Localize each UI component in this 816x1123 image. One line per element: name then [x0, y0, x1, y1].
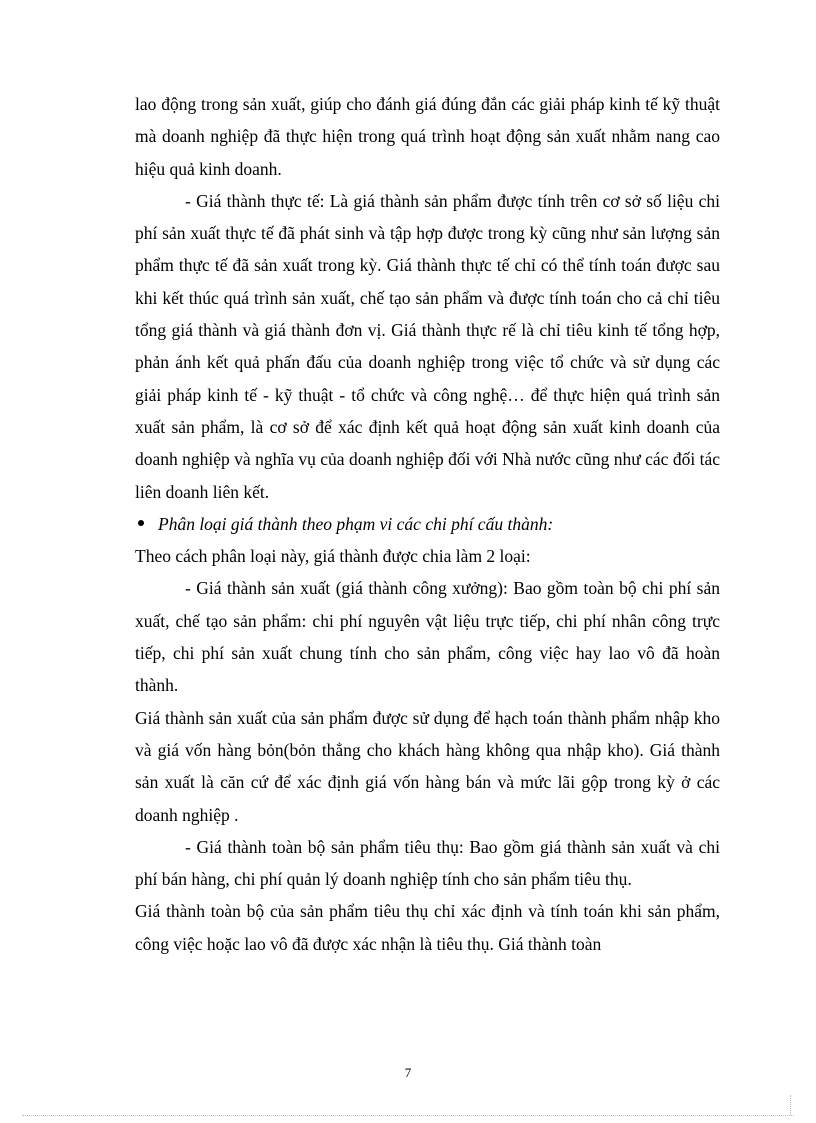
page-number: 7: [404, 1065, 412, 1080]
page-body: [135, 88, 720, 960]
page-bottom-border: [22, 1115, 794, 1116]
paragraph-total-cost-determination: Giá thành toàn bộ của sản phẩm tiêu thụ chỉ xác định và tính toán khi sản phẩm, công việc hoặc lao vô đã được xác nhận là tiêu thụ. Giá thành toàn: [135, 901, 720, 954]
paragraph-classification-intro: Theo cách phân loại này, giá thành được chia làm 2 loại:: [135, 546, 531, 567]
bullet-dot-icon: [138, 520, 144, 526]
paragraph-production-cost: - Giá thành sản xuất (giá thành công xưởng): Bao gồm toàn bộ chi phí sản xuất, chế tạo sản phẩm: chi phí nguyên vật liệu trực tiếp, chi phí nhân công trực tiếp, chi phí sản xuất chung tính cho sản phẩm, công việc hay lao vô đã hoàn thành.: [135, 578, 720, 696]
paragraph-total-cost: - Giá thành toàn bộ sản phẩm tiêu thụ: Bao gồm giá thành sản xuất và chi phí bán hàng, chi phí quản lý doanh nghiệp tính cho sản phẩm tiêu thụ.: [135, 836, 720, 890]
paragraph-actual-cost: - Giá thành thực tế: Là giá thành sản phẩm được tính trên cơ sở số liệu chi phí sản xuất thực tế đã phát sinh và tập hợp được trong kỳ cũng như sản lượng sản phẩm thực tế đã sản xuất trong kỳ. Giá thành thực tế chỉ có thể tính toán được sau khi kết thúc quá trình sản xuất, chế tạo sản phẩm và được tính toán cho cả chỉ tiêu tổng giá thành và giá thành đơn vị. Giá thành thực rế là chỉ tiêu kinh tế tổng hợp, phản ánh kết quả phấn đấu của doanh nghiệp trong việc tổ chức và sử dụng các giải pháp kinh tế - kỹ thuật - tổ chức và công nghệ… để thực hiện quá trình sản xuất sản phẩm, là cơ sở để xác định kết quả hoạt động sản xuất kinh doanh của doanh nghiệp và nghĩa vụ của doanh nghiệp đối với Nhà nước cũng như các đối tác liên doanh liên kết.: [135, 190, 720, 502]
bullet-cost-classification: [135, 508, 720, 540]
paragraph-efficiency-continuation: lao động trong sản xuất, giúp cho đánh giá đúng đắn các giải pháp kinh tế kỹ thuật mà doanh nghiệp đã thực hiện trong quá trình hoạt động sản xuất nhằm nang cao hiệu quả kinh doanh.: [135, 94, 720, 179]
paragraph-production-cost-usage: Giá thành sản xuất của sản phẩm được sử dụng để hạch toán thành phẩm nhập kho và giá vốn hàng bỏn(bỏn thẳng cho khách hàng không qua nhập kho). Giá thành sản xuất là căn cứ để xác định giá vốn hàng bán và mức lãi gộp trong kỳ ở các doanh nghiệp .: [135, 707, 720, 825]
page-corner-mark: [790, 1095, 791, 1115]
bullet-heading-text: Phân loại giá thành theo phạm vi các chi phí cấu thành:: [158, 513, 554, 534]
